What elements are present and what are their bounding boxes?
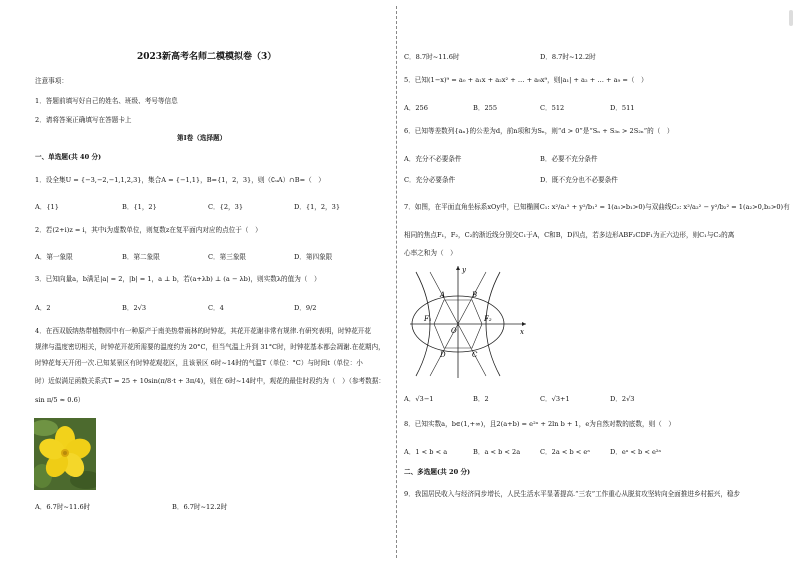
column-divider	[396, 6, 397, 558]
scrollbar-thumb[interactable]	[789, 10, 793, 26]
question-2: 2．若(2+i)z = i，其中i为虚数单位，则复数z在复平面内对应的点位于（ ）	[35, 226, 262, 234]
question-6: 6．已知等差数列{aₙ}的公差为d，前n项和为Sₙ，则“d > 0”是“Sₙ + S₃ₙ > 2S₂ₙ”的（ ）	[404, 127, 674, 135]
part-2-heading: 二、多选题(共 20 分)	[404, 468, 471, 476]
label-f2: F₂	[484, 315, 492, 323]
q4-option-d: D．8.7时~12.2时	[540, 53, 596, 61]
y-axis-arrow	[456, 266, 460, 270]
q3-option-c: C．4	[208, 304, 224, 312]
note-1: 1．答题前填写好自己的姓名、班级、考号等信息	[35, 97, 178, 105]
q1-option-d: D．{1，2，3}	[294, 203, 341, 211]
label-x: x	[520, 328, 524, 336]
q3-option-a: A．2	[35, 304, 51, 312]
q1-option-b: B．{1，2}	[122, 203, 157, 211]
question-3: 3．已知向量a，b满足|a| = 2，|b| = 1，a ⊥ b，若(a+λb) ⊥ (a − λb)，则实数λ的值为（ ）	[35, 275, 321, 283]
label-f1: F₁	[424, 315, 432, 323]
q2-option-d: D．第四象限	[294, 253, 333, 261]
q6-option-b: B．必要不充分条件	[540, 155, 598, 163]
label-c: C	[472, 351, 478, 359]
q6-option-c: C．充分必要条件	[404, 176, 456, 184]
question-4-line-3: 时钟花每天开闭一次.已知某景区有时钟花观花区，且该景区 6时~14时的气温T（单位：°C）与时间t（单位：小	[35, 359, 363, 367]
q2-option-c: C．第三象限	[208, 253, 247, 261]
q4-option-b: B．6.7时~12.2时	[172, 503, 228, 511]
q8-option-a: A．1 < b < a	[404, 448, 448, 456]
flower-photo	[34, 418, 96, 490]
section-1-title: 第Ⅰ卷（选择题）	[177, 134, 227, 142]
q6-option-d: D．既不充分也不必要条件	[540, 176, 618, 184]
q5-option-d: D．511	[610, 104, 635, 112]
question-9: 9．我国居民收入与经济同步增长，人民生活水平显著提高.“三农”工作重心从脱贫攻坚转向全面推进乡村振兴，稳步	[404, 490, 741, 498]
q7-option-b: B．2	[473, 395, 489, 403]
label-a: A	[440, 291, 446, 299]
q7-option-d: D．2√3	[610, 395, 635, 403]
q3-option-b: B．2√3	[122, 304, 147, 312]
q8-option-b: B．a < b < 2a	[473, 448, 521, 456]
notes-heading: 注意事项：	[35, 77, 68, 85]
q7-ellipse-hyperbola-figure	[406, 262, 530, 380]
question-7-line-1: 7．如图，在平面直角坐标系xOy中，已知椭圆C₁: x²/a₁² + y²/b₁² = 1(a₁>b₁>0)与双曲线C₂: x²/a₂² − y²/b₂² = 1(a₂>0,b₂>0)有	[404, 203, 790, 211]
question-4-line-2: 规律与温度密切相关，时钟花开花所需要的温度约为 20°C，但当气温上升到 31°C时，时钟花基本都会凋谢.在花期内，	[35, 343, 385, 351]
q8-option-c: C．2a < b < eᵃ	[540, 448, 590, 456]
question-7-line-2: 相同的焦点F₁，F₂，C₂的渐近线分别交C₁于A，C和B，D四点，若多边形ABF₂CDF₁为正六边形，则C₁与C₂的离	[404, 231, 735, 239]
label-o: O	[451, 327, 457, 335]
label-y: y	[462, 266, 466, 274]
q4-option-c: C．8.7时~11.6时	[404, 53, 460, 61]
q1-option-a: A．{1}	[35, 203, 59, 211]
question-5: 5．已知(1−x)⁹ = a₀ + a₁x + a₂x² + … + a₉x⁹，则|a₁| + a₂ + … + a₉ =（ ）	[404, 76, 648, 84]
question-4-line-5: sin π/5 ≈ 0.6）	[35, 396, 85, 404]
q7-option-a: A．√3−1	[404, 395, 434, 403]
q8-option-d: D．eᵃ < b < e²ᵃ	[610, 448, 662, 456]
q2-option-a: A．第一象限	[35, 253, 73, 261]
q5-option-c: C．512	[540, 104, 565, 112]
question-7-line-3: 心率之和为（ ）	[404, 249, 457, 257]
question-1: 1．设全集U = {−3,−2,−1,1,2,3}，集合A = {−1,1}，B={1，2，3}，则（∁ᵤA）∩B=（ ）	[35, 176, 325, 184]
question-8: 8．已知实数a，b∈(1,+∞)，且2(a+b) = e²ᵃ + 2ln b + 1，e为自然对数的底数，则（ ）	[404, 420, 675, 428]
q5-option-a: A．256	[404, 104, 428, 112]
q7-option-c: C．√3+1	[540, 395, 570, 403]
label-b: B	[472, 291, 478, 299]
part-1-heading: 一、单选题(共 40 分)	[35, 153, 102, 161]
page-title: 2023新高考名师二模模拟卷（3）	[137, 52, 277, 62]
question-4-line-1: 4．在西双版纳热带植物园中有一种原产于南美热带雨林的时钟花，其花开花谢非常有规律.有研究表明，时钟花开花	[35, 327, 371, 335]
label-d: D	[440, 351, 446, 359]
q3-option-d: D．9/2	[294, 304, 317, 312]
q5-option-b: B．255	[473, 104, 498, 112]
q1-option-c: C．{2，3}	[208, 203, 244, 211]
x-axis-arrow	[522, 322, 526, 326]
q2-option-b: B．第二象限	[122, 253, 160, 261]
note-2: 2．请将答案正确填写在答题卡上	[35, 116, 132, 124]
question-4-line-4: 时）近似满足函数关系式T = 25 + 10sin(π/8·t + 3π/4)，则在 6时~14时中，观花的最佳时段约为（ ）（参考数据：	[35, 377, 385, 385]
q6-option-a: A．充分不必要条件	[404, 155, 462, 163]
q4-option-a: A．6.7时~11.6时	[35, 503, 91, 511]
